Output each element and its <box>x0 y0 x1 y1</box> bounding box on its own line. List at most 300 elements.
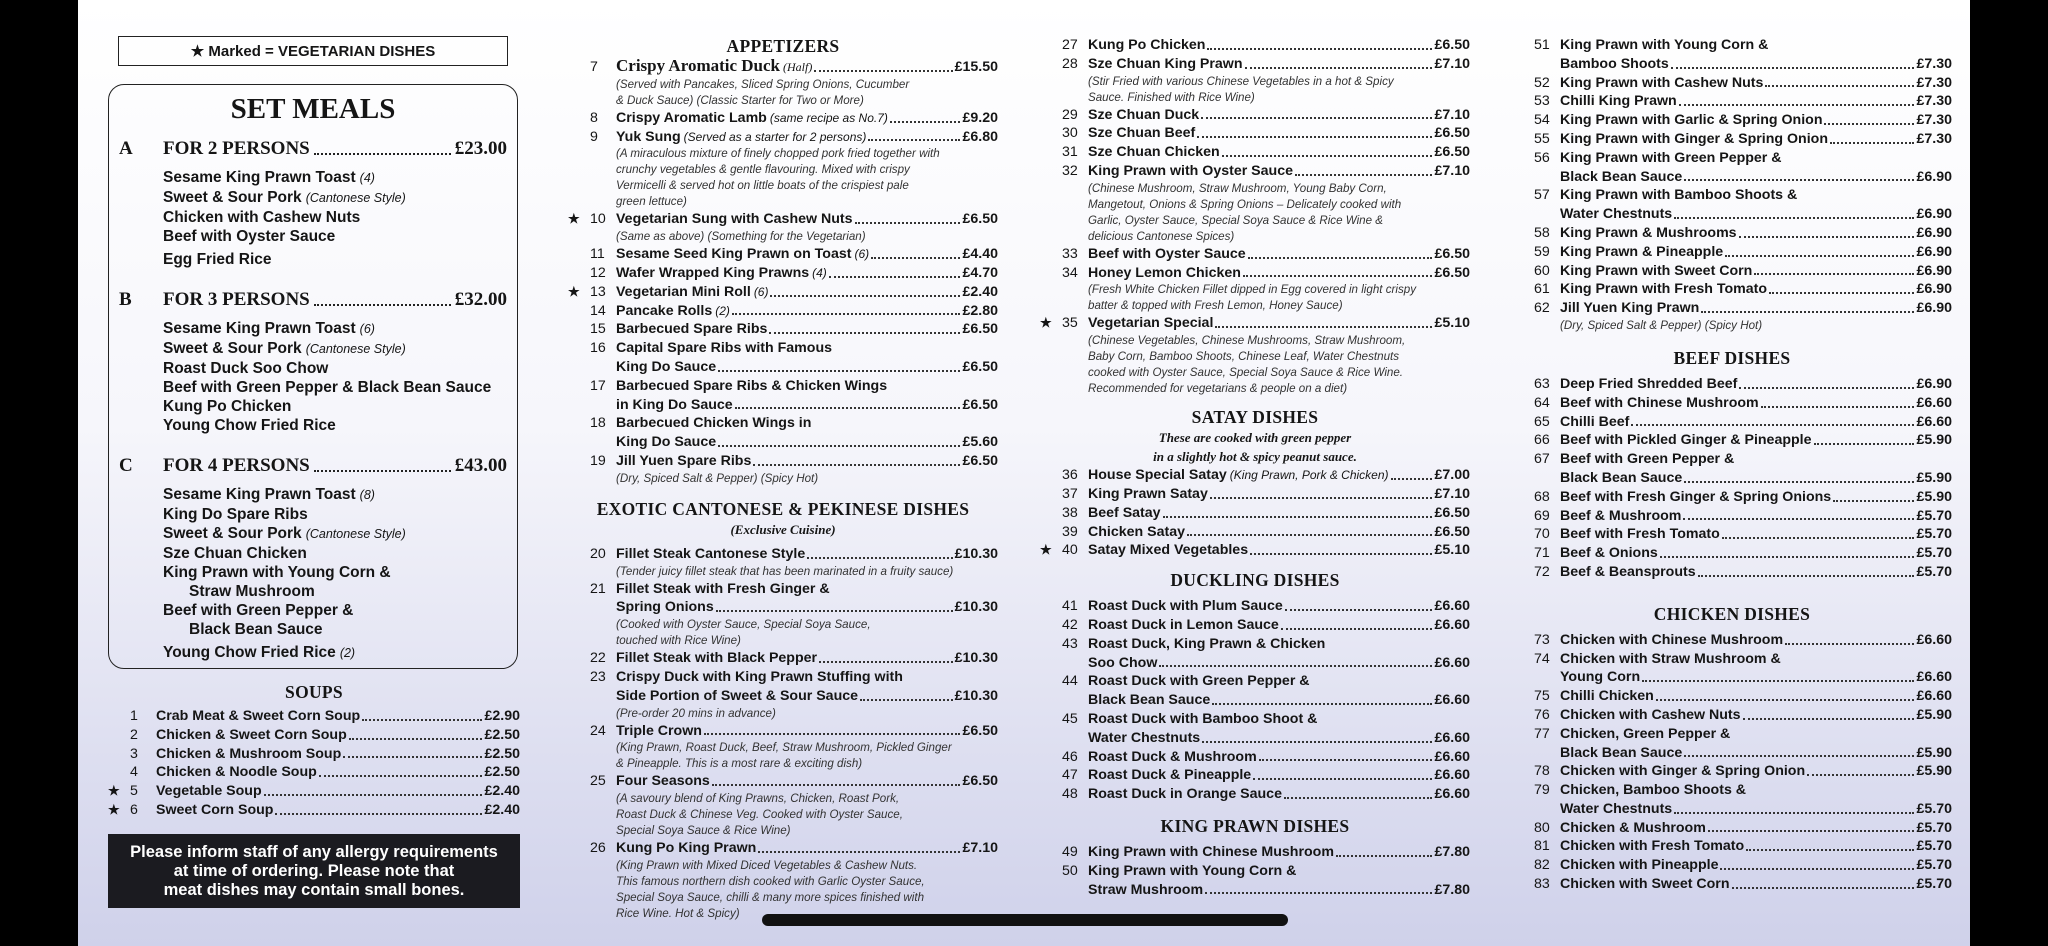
item-name <box>1088 785 1282 804</box>
item-number: 18 <box>590 415 606 432</box>
item-name-text: Honey Lemon Chicken <box>1088 264 1241 281</box>
item-name <box>1088 541 1248 560</box>
allergy-notice <box>108 834 520 908</box>
item-number: 57 <box>1534 187 1550 204</box>
item-description: This famous northern dish cooked with Garlic Oyster Sauce, <box>616 874 925 888</box>
set-meal-item <box>163 416 507 435</box>
set-meal-item <box>163 188 507 208</box>
item-price: £6.50 <box>1434 125 1470 142</box>
dot-leader <box>860 699 953 701</box>
item-name <box>1560 650 1781 669</box>
item-number: 68 <box>1534 488 1550 505</box>
dot-leader <box>814 70 952 72</box>
item-name-text: Chicken & Mushroom Soup <box>156 745 342 762</box>
item-name <box>616 339 832 358</box>
item-price: £6.50 <box>962 358 998 375</box>
item-name <box>1560 92 1677 111</box>
item-name-text: Capital Spare Ribs with Famous <box>616 340 833 357</box>
soups-list <box>108 707 520 820</box>
menu-item-row <box>1040 124 1470 143</box>
item-number: 42 <box>1062 616 1078 633</box>
item-name-text: Sesame Seed King Prawn on Toast <box>616 246 852 263</box>
set-meal-item-name: Egg Fried Rice <box>163 251 272 268</box>
item-name-text: Roast Duck, King Prawn & Chicken <box>1088 635 1326 652</box>
item-number: 46 <box>1062 748 1078 765</box>
home-indicator[interactable] <box>762 914 1288 926</box>
vegetarian-legend: ★ Marked = VEGETARIAN DISHES <box>118 36 508 66</box>
item-name-text: Deep Fried Shredded Beef <box>1560 375 1738 392</box>
item-name-text: Chilli Chicken <box>1560 688 1654 705</box>
item-name-text: Kung Po King Prawn <box>616 840 757 857</box>
item-name-text: Chicken with Ginger & Spring Onion <box>1560 763 1806 780</box>
dot-leader <box>1739 236 1915 238</box>
menu-item-row-cont <box>1512 668 1952 687</box>
item-name-cont: Side Portion of Sweet & Sour Sauce <box>616 687 859 704</box>
dot-leader <box>1698 575 1915 577</box>
item-description: (Same as above) (Something for the Vegetarian) <box>616 230 866 244</box>
item-number: 6 <box>130 801 138 818</box>
dot-leader <box>1205 892 1432 894</box>
dot-leader <box>1187 534 1432 536</box>
set-meal-item <box>163 339 507 359</box>
item-name-text: Roast Duck in Lemon Sauce <box>1088 616 1279 633</box>
appetizers-section <box>568 36 998 922</box>
menu-item-row <box>1512 74 1952 93</box>
dot-leader <box>1284 797 1433 799</box>
dot-leader <box>1824 123 1914 125</box>
item-name <box>1088 843 1334 862</box>
item-number: 75 <box>1534 688 1550 705</box>
item-price: £7.30 <box>1916 130 1952 147</box>
dot-leader <box>1207 48 1432 50</box>
set-meal-item <box>163 563 507 582</box>
item-name-text: Chicken with Sweet Corn <box>1560 876 1730 893</box>
set-meal-item-note: (8) <box>359 488 375 502</box>
item-description: green lettuce) <box>616 195 687 209</box>
set-meal-group <box>119 455 507 663</box>
item-price: £6.60 <box>1434 616 1470 633</box>
set-meal-item <box>163 620 507 639</box>
item-name-cont: King Do Sauce <box>616 358 717 375</box>
item-price: £6.60 <box>1916 669 1952 686</box>
set-meal-item <box>163 544 507 563</box>
item-number: 79 <box>1534 782 1550 799</box>
menu-item-row <box>568 649 998 668</box>
menu-item-row-cont <box>1040 691 1470 710</box>
item-price: £5.90 <box>1916 706 1952 723</box>
item-description: (Dry, Spiced Salt & Pepper) (Spicy Hot) <box>616 471 819 485</box>
menu-item-row <box>1040 541 1470 560</box>
allergy-line-3: meat dishes may contain small bones. <box>163 880 465 899</box>
item-number: 60 <box>1534 262 1550 279</box>
menu-item-row <box>1512 525 1952 544</box>
set-meal-item <box>163 485 507 505</box>
menu-item-row-cont <box>1512 168 1952 187</box>
item-number: 73 <box>1534 631 1550 648</box>
item-description: touched with Rice Wine) <box>616 634 741 648</box>
item-name <box>1560 149 1782 168</box>
item-price: £5.70 <box>1916 838 1952 855</box>
item-description: (A savoury blend of King Prawns, Chicken, Roast Pork, <box>616 792 900 806</box>
item-name <box>1560 563 1696 582</box>
item-price: £2.40 <box>484 801 520 818</box>
set-meal-header <box>119 455 507 477</box>
item-name-text: House Special Satay <box>1088 467 1227 484</box>
item-name <box>1560 74 1763 93</box>
item-price: £7.30 <box>1916 55 1952 72</box>
dot-leader <box>855 222 961 224</box>
item-name-text: Beef & Beansprouts <box>1560 563 1696 580</box>
item-price: £6.50 <box>962 321 998 338</box>
item-price: £5.10 <box>1434 542 1470 559</box>
item-number: 77 <box>1534 725 1550 742</box>
menu-item-row <box>1512 762 1952 781</box>
menu-item-row <box>1512 507 1952 526</box>
menu-item-row <box>1040 710 1470 729</box>
item-name-text: King Prawn with Cashew Nuts <box>1560 74 1764 91</box>
item-description: (A miraculous mixture of finely chopped pork fried together with <box>616 147 940 161</box>
item-number: 36 <box>1062 467 1078 484</box>
item-name <box>1560 111 1822 130</box>
item-number: 27 <box>1062 37 1078 53</box>
dot-leader <box>1243 275 1433 277</box>
item-price: £2.40 <box>962 283 998 300</box>
item-price: £5.90 <box>1916 744 1952 761</box>
item-name-text: Sze Chuan Beef <box>1088 125 1196 142</box>
item-number: 15 <box>590 321 606 338</box>
item-name-text: King Prawn with Young Corn & <box>1088 862 1297 879</box>
menu-item-row <box>1512 413 1952 432</box>
item-name-text: Beef & Onions <box>1560 545 1658 562</box>
item-price: £5.70 <box>1916 526 1952 543</box>
item-name <box>1088 314 1213 333</box>
item-name <box>616 210 853 229</box>
dot-leader <box>349 738 483 740</box>
item-number: 35 <box>1062 315 1078 332</box>
menu-item-row <box>568 57 998 77</box>
item-name <box>616 668 903 687</box>
item-name-text: Sze Chuan King Prawn <box>1088 55 1243 72</box>
item-description: Garlic, Oyster Sauce, Special Soya Sauce & Rice Wine & <box>1088 213 1384 227</box>
item-name <box>1088 36 1205 55</box>
menu-item-row-cont <box>1040 881 1470 900</box>
item-name-cont: in King Do Sauce <box>616 396 733 413</box>
dot-leader <box>1656 699 1915 701</box>
item-note: (King Prawn, Pork & Chicken) <box>1229 468 1389 483</box>
item-name <box>1088 672 1310 691</box>
item-name <box>616 320 767 339</box>
item-name <box>1088 485 1208 504</box>
dot-leader <box>718 445 960 447</box>
dot-leader <box>1159 665 1432 667</box>
menu-item-row <box>1040 466 1470 485</box>
item-number: 30 <box>1062 125 1078 142</box>
item-name-text: Roast Duck & Mushroom <box>1088 748 1257 765</box>
set-meal-item-name: King Prawn with Young Corn & <box>163 564 391 581</box>
item-number: 21 <box>590 580 606 597</box>
item-number: 19 <box>590 452 606 469</box>
dot-leader <box>1391 478 1433 480</box>
item-name <box>1560 762 1805 781</box>
item-price: £6.50 <box>1434 264 1470 281</box>
menu-item-row <box>1512 781 1952 800</box>
menu-item-row <box>1040 523 1470 542</box>
item-name <box>1560 631 1783 650</box>
item-name <box>1560 375 1737 394</box>
menu-item-row <box>1512 130 1952 149</box>
item-name <box>156 763 317 782</box>
item-description: Vermicelli & served hot on little boats of the crispiest pale <box>616 179 909 193</box>
column-4 <box>1512 36 1952 894</box>
item-price: £6.90 <box>1916 262 1952 279</box>
item-number: 47 <box>1062 767 1078 784</box>
item-name <box>1088 616 1279 635</box>
item-name <box>1088 106 1199 125</box>
dot-leader <box>829 276 961 278</box>
set-meal-item-name: Sweet & Sour Pork <box>163 189 302 206</box>
item-name-text: King Prawn Satay <box>1088 485 1208 502</box>
menu-item-row <box>1512 856 1952 875</box>
menu-item-row-cont <box>568 396 998 415</box>
set-meal-header <box>119 289 507 311</box>
set-meal-item-name: Beef with Green Pepper & <box>163 602 354 619</box>
set-meal-letter: B <box>119 289 132 310</box>
item-name <box>1560 525 1720 544</box>
item-name-text: Vegetable Soup <box>156 783 262 800</box>
item-name <box>616 580 830 599</box>
dot-leader <box>314 455 451 472</box>
menu-item-row-cont <box>1512 800 1952 819</box>
set-meal-group <box>119 138 507 269</box>
item-number: 53 <box>1534 93 1550 110</box>
item-name-text: Barbecued Spare Ribs & Chicken Wings <box>616 377 888 394</box>
item-number: 3 <box>130 745 138 762</box>
dot-leader <box>1197 136 1432 138</box>
item-price: £7.10 <box>1434 485 1470 502</box>
set-meal-price: £32.00 <box>454 289 507 310</box>
item-price: £7.80 <box>1434 881 1470 898</box>
dot-leader <box>275 813 482 815</box>
menu-item-row <box>1040 162 1470 181</box>
item-name <box>616 302 730 321</box>
menu-item-row <box>1512 394 1952 413</box>
dot-leader <box>1708 830 1915 832</box>
item-price: £6.60 <box>1916 394 1952 411</box>
menu-item-row <box>108 801 520 820</box>
item-name <box>616 452 751 471</box>
item-price: £6.60 <box>1434 786 1470 803</box>
item-description: Rice Wine. Hot & Spicy) <box>616 906 740 920</box>
menu-item-row <box>1512 149 1952 168</box>
item-name-text: Pancake Rolls <box>616 302 713 319</box>
menu-item-row <box>1512 280 1952 299</box>
item-number: 23 <box>590 668 606 685</box>
item-number: 17 <box>590 377 606 394</box>
item-number: 76 <box>1534 706 1550 723</box>
dot-leader <box>319 775 483 777</box>
dot-leader <box>1830 142 1915 144</box>
item-name <box>1560 36 1768 55</box>
dot-leader <box>1215 326 1432 328</box>
item-name <box>1560 394 1759 413</box>
menu-item-row <box>108 745 520 764</box>
item-price: £10.30 <box>954 650 998 667</box>
item-name <box>1560 856 1718 875</box>
item-name <box>1088 748 1257 767</box>
item-name-text: King Prawn with Green Pepper & <box>1560 149 1782 166</box>
item-number: 56 <box>1534 149 1550 166</box>
dot-leader <box>1202 741 1432 743</box>
item-price: £2.50 <box>484 726 520 743</box>
item-price: £6.50 <box>962 722 998 739</box>
item-description: crunchy vegetables & gentle flavouring. Mixed with crispy <box>616 163 910 177</box>
menu-item-row <box>1040 748 1470 767</box>
item-name <box>1088 523 1185 542</box>
item-number: 5 <box>130 783 138 800</box>
set-meal-title: FOR 4 PERSONS <box>163 455 310 476</box>
item-price: £5.70 <box>1916 819 1952 836</box>
item-name <box>616 839 756 858</box>
dot-leader <box>1245 67 1433 69</box>
item-name <box>1088 766 1251 785</box>
menu-item-row <box>1512 725 1952 744</box>
item-number: 10 <box>590 211 606 228</box>
dot-leader <box>716 610 953 612</box>
item-name <box>1560 186 1797 205</box>
chicken-title: CHICKEN DISHES <box>1653 603 1811 624</box>
item-description: (Chinese Vegetables, Chinese Mushrooms, Straw Mushroom, <box>1088 334 1406 348</box>
dot-leader <box>1684 755 1914 757</box>
item-name <box>1560 280 1767 299</box>
item-price: £6.50 <box>1434 245 1470 262</box>
item-name-cont: Spring Onions <box>616 599 714 616</box>
item-name-cont: Bamboo Shoots <box>1560 55 1669 72</box>
set-meal-item <box>163 227 507 246</box>
item-name <box>1560 781 1746 800</box>
item-name <box>1560 488 1831 507</box>
item-name-text: Crispy Duck with King Prawn Stuffing with <box>616 668 903 685</box>
item-number: 80 <box>1534 819 1550 836</box>
dot-leader <box>1785 643 1914 645</box>
item-name-text: Sweet Corn Soup <box>156 801 274 818</box>
item-price: £6.50 <box>1434 144 1470 161</box>
item-price: £15.50 <box>954 59 998 75</box>
item-price: £6.60 <box>1434 729 1470 746</box>
menu-item-row <box>568 264 998 283</box>
dot-leader <box>770 295 960 297</box>
item-name-cont: Black Bean Sauce <box>1088 692 1211 709</box>
item-description: Roast Duck & Chinese Veg. Cooked with Oyster Sauce, <box>616 808 903 822</box>
item-number: 78 <box>1534 763 1550 780</box>
item-number: 37 <box>1062 485 1078 502</box>
menu-item-row <box>568 545 998 564</box>
item-name <box>616 772 710 791</box>
menu-item-row-cont <box>568 433 998 452</box>
dot-leader <box>1679 104 1915 106</box>
vegetarian-star-icon: ★ <box>568 283 580 299</box>
item-name-text: Vegetarian Mini Roll <box>616 283 751 300</box>
item-price: £5.70 <box>1916 876 1952 893</box>
item-description: (Chinese Mushroom, Straw Mushroom, Young Baby Corn, <box>1088 181 1387 195</box>
set-meal-item <box>163 208 507 227</box>
menu-item-row <box>1512 111 1952 130</box>
item-name <box>1560 413 1629 432</box>
item-number: 38 <box>1062 504 1078 521</box>
dot-leader <box>1720 868 1914 870</box>
menu-item-row <box>568 452 998 471</box>
item-name-text: Roast Duck with Plum Sauce <box>1088 598 1283 615</box>
item-description: Recommended for vegetarians & people on a diet) <box>1088 382 1348 396</box>
item-name-text: Chicken with Fresh Tomato <box>1560 838 1745 855</box>
item-price: £6.60 <box>1434 598 1470 615</box>
item-price: £6.50 <box>962 396 998 413</box>
dot-leader <box>1253 778 1432 780</box>
item-number: 26 <box>590 840 606 857</box>
item-name-text: King Prawn with Ginger & Spring Onion <box>1560 130 1828 147</box>
menu-item-row <box>568 377 998 396</box>
item-price: £5.90 <box>1916 432 1952 449</box>
dot-leader <box>1725 255 1914 257</box>
dot-leader <box>1746 849 1914 851</box>
item-name <box>1088 466 1389 485</box>
item-description: (King Prawn with Mixed Diced Vegetables & Cashew Nuts. <box>616 858 918 872</box>
item-name-text: Chilli Beef <box>1560 413 1630 430</box>
set-meal-item-name: Beef with Green Pepper & Black Bean Sauce <box>163 379 492 396</box>
allergy-line-1: Please inform staff of any allergy requirements <box>130 842 498 861</box>
dot-leader <box>819 661 953 663</box>
item-name <box>1088 162 1293 181</box>
item-number: 54 <box>1534 112 1550 129</box>
item-price: £7.80 <box>1434 843 1470 860</box>
set-meal-item <box>163 250 507 269</box>
item-description: (Tender juicy fillet steak that has been marinated in a fruity sauce) <box>616 564 954 578</box>
item-price: £5.70 <box>1916 563 1952 580</box>
menu-item-row-cont <box>568 358 998 377</box>
item-name-text: Chicken, Bamboo Shoots & <box>1560 782 1747 799</box>
item-price: £6.90 <box>1916 206 1952 223</box>
item-note: (same recipe as No.7) <box>769 110 888 125</box>
item-name <box>1088 124 1195 143</box>
item-name-text: Sze Chuan Chicken <box>1088 144 1220 161</box>
menu-item-row <box>1040 843 1470 862</box>
item-name <box>1088 55 1243 74</box>
menu-item-row <box>1512 837 1952 856</box>
vegetarian-star-icon: ★ <box>108 783 120 799</box>
item-name <box>1560 706 1741 725</box>
satay-title: SATAY DISHES <box>1191 407 1319 428</box>
menu-item-row <box>1040 36 1470 55</box>
item-price: £6.90 <box>1916 281 1952 298</box>
item-number: 29 <box>1062 106 1078 123</box>
item-number: 8 <box>590 109 598 126</box>
item-name-text: King Prawn & Pineapple <box>1560 243 1724 260</box>
dot-leader <box>314 289 451 306</box>
item-number: 71 <box>1534 545 1550 562</box>
item-name <box>1560 875 1730 894</box>
item-price: £4.40 <box>962 246 998 263</box>
item-name <box>616 283 768 302</box>
item-number: 69 <box>1534 507 1550 524</box>
item-name-text: Crab Meat & Sweet Corn Soup <box>156 708 361 724</box>
chicken-list <box>1512 631 1952 894</box>
set-meal-item <box>163 168 507 188</box>
dot-leader <box>758 851 960 853</box>
soups-title: SOUPS <box>285 682 343 702</box>
item-name-text: Beef with Oyster Sauce <box>1088 245 1246 262</box>
set-meal-item-name: Sweet & Sour Pork <box>163 340 302 357</box>
menu-item-row <box>1512 488 1952 507</box>
set-meal-item-note: (Cantonese Style) <box>305 527 406 541</box>
